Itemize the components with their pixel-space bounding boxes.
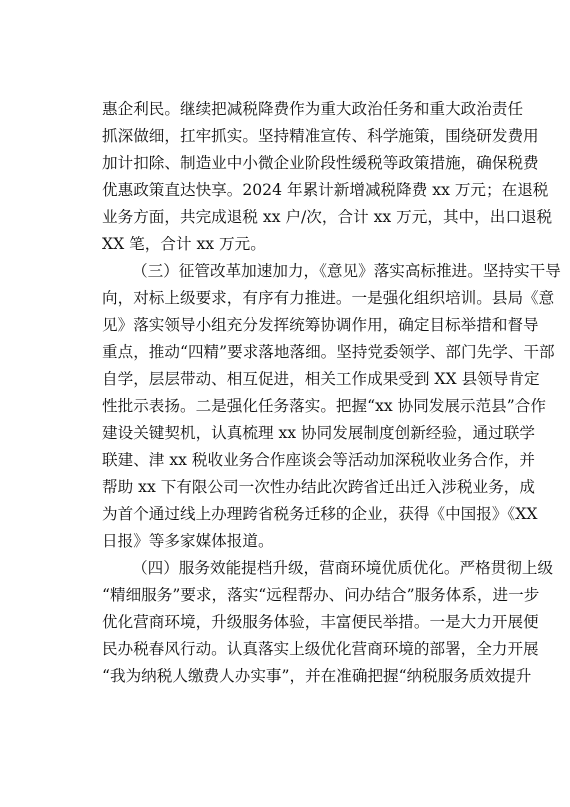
text-line: 惠企利民。继续把减税降费作为重大政治任务和重大政治责任 [102, 100, 524, 118]
text-line: 民办税春风行动。认真落实上级优化营商环境的部署，全力开展 [102, 640, 539, 658]
text-line: “精细服务”要求，落实“远程帮办、问办结合”服务体系，进一步 [102, 586, 540, 604]
text-line: XX 笔，合计 xx 万元。 [102, 235, 266, 253]
text-line: 抓深做细，扛牢抓实。坚持精准宣传、科学施策，围绕研发费用 [102, 127, 539, 145]
document-body [102, 96, 561, 690]
text-line: 优化营商环境，升级服务体验，丰富便民举措。一是大力开展便 [102, 613, 539, 631]
paragraph-tax-relief [102, 96, 553, 258]
text-line: 帮助 xx 下有限公司一次性办结此次跨省迁出迁入涉税业务，成 [102, 478, 535, 496]
text-line: 自学，层层带动、相互促进，相关工作成果受到 XX 县领导肯定 [102, 370, 540, 388]
text-line: 重点，推动“四精”要求落地落细。坚持党委领学、部门先学、干部 [102, 343, 555, 361]
section-heading-line: （三）征管改革加速加力，《意见》落实高标推进。坚持实干导 [132, 262, 561, 280]
text-line: 见》落实领导小组充分发挥统筹协调作用，确定目标举措和督导 [102, 316, 539, 334]
text-line: 为首个通过线上办理跨省税务迁移的企业，获得《中国报》《XX [102, 505, 538, 523]
text-line: 向，对标上级要求，有序有力推进。一是强化组织培训。县局《意 [102, 289, 555, 307]
text-line: 加计扣除、制造业中小微企业阶段性缓税等政策措施，确保税费 [102, 154, 539, 172]
paragraph-section-three [102, 258, 561, 555]
text-line: 业务方面，共完成退税 xx 户/次，合计 xx 万元，其中，出口退税 [102, 208, 553, 226]
paragraph-section-four [102, 555, 554, 690]
text-line: 建设关键契机，认真梳理 xx 协同发展制度创新经验，通过联学 [102, 424, 535, 442]
text-line: 日报》等多家媒体报道。 [102, 532, 274, 550]
text-line: 优惠政策直达快享。2024 年累计新增减税降费 xx 万元；在退税 [102, 181, 549, 199]
text-line: “我为纳税人缴费人办实事”，并在准确把握“纳税服务质效提升 [102, 667, 532, 685]
section-heading-line: （四）服务效能提档升级，营商环境优质优化。严格贯彻上级 [132, 559, 554, 577]
text-line: 联建、津 xx 税收业务合作座谈会等活动加深税收业务合作，并 [102, 451, 535, 469]
text-line: 性批示表扬。二是强化任务落实。把握“xx 协同发展示范县”合作 [102, 397, 546, 415]
